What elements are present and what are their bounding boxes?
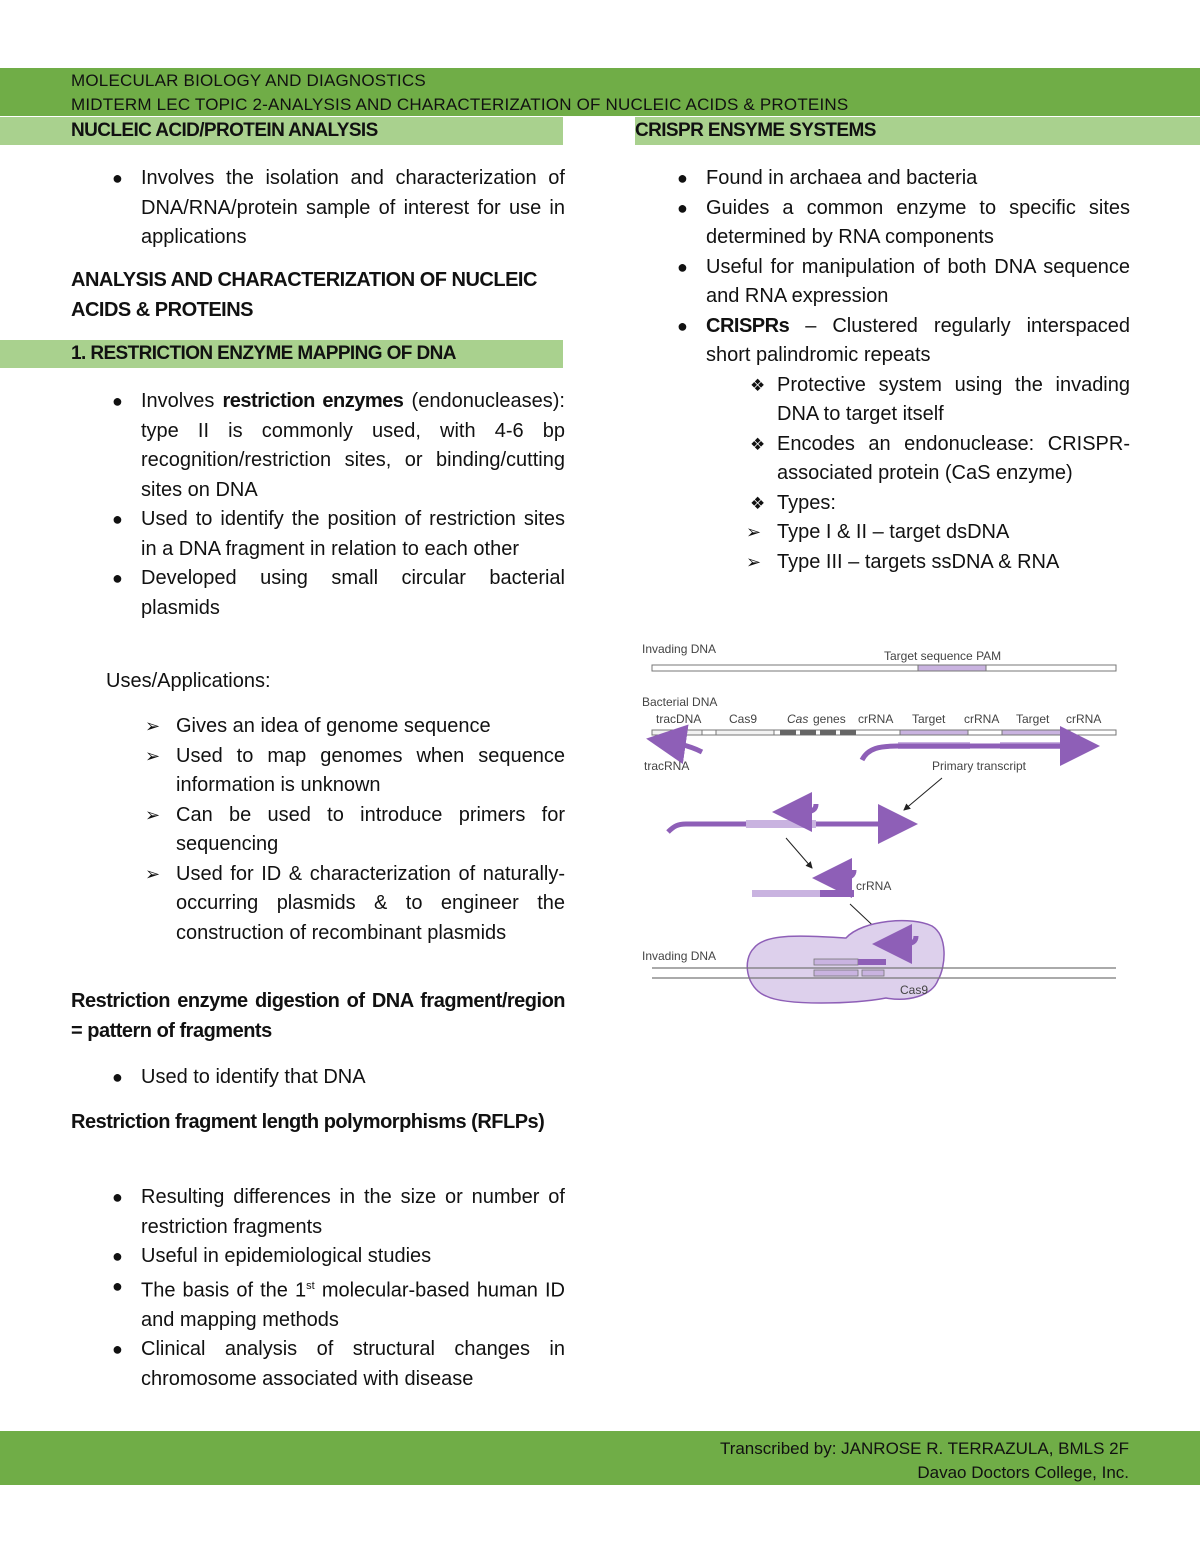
- digestion-list: [71, 1063, 565, 1093]
- list-item: [71, 742, 565, 801]
- arrow-bullet-icon: ➢: [145, 804, 161, 825]
- list-item: [71, 387, 565, 505]
- list-item: [71, 564, 565, 623]
- target-dna-segment: [862, 970, 884, 976]
- list-item-text: Used to map genomes when sequence information is unknown: [176, 744, 565, 796]
- target-label: Target: [912, 712, 946, 726]
- target-sequence-block: [918, 665, 986, 671]
- target-block: [900, 730, 968, 735]
- list-item: [71, 1242, 565, 1272]
- pointer-arrow: [904, 778, 942, 810]
- topic-title: MIDTERM LEC TOPIC 2-ANALYSIS AND CHARACTERIZATION OF NUCLEIC ACIDS & PROTEINS: [71, 95, 849, 114]
- bullet-text: Guides a common enzyme to specific sites determined by RNA components: [706, 196, 1130, 248]
- bullet-text: – Clustered regularly interspaced short palindromic repeats: [706, 314, 1130, 366]
- primary-transcript-label: Primary transcript: [932, 759, 1027, 773]
- crrna-bound-segment: [858, 959, 886, 965]
- bullet-icon: ●: [112, 1275, 123, 1296]
- bullet-text: Developed using small circular bacterial plasmids: [141, 567, 565, 619]
- bullet-text-post: molecular-based human ID and mapping methods: [141, 1279, 566, 1331]
- sub-list-item: [706, 430, 1130, 489]
- type-text: Type I & II – target dsDNA: [777, 521, 1010, 543]
- bullet-icon: ●: [112, 1067, 123, 1087]
- cas-gene-block: [780, 730, 796, 735]
- list-item: [71, 712, 565, 742]
- diamond-bullet-icon: ❖: [750, 434, 766, 454]
- bullet-icon: ●: [677, 168, 688, 188]
- bullet-text-bold: CRISPRs: [706, 314, 790, 337]
- list-item-text: Can be used to introduce primers for sequencing: [176, 803, 565, 855]
- bullet-text: Resulting differences in the size or number of restriction fragments: [141, 1186, 565, 1238]
- crrna-segment: [820, 890, 854, 897]
- uses-list: [71, 712, 565, 948]
- analysis-title: ANALYSIS AND CHARACTERIZATION OF NUCLEIC ACIDS & PROTEINS: [71, 269, 537, 321]
- rflp-heading: Restriction fragment length polymorphisms (RFLPs): [71, 1111, 545, 1133]
- bullet-icon: ●: [112, 568, 123, 588]
- sub-list-text: Types:: [777, 491, 836, 514]
- list-item: [71, 860, 565, 949]
- bullet-icon: ●: [677, 197, 688, 218]
- type-item: [636, 548, 1130, 578]
- target-label: Target: [1016, 712, 1050, 726]
- section-heading-text: 1. RESTRICTION ENZYME MAPPING OF DNA: [71, 343, 456, 364]
- crrna-segment: [752, 890, 820, 897]
- sub-list-item: [706, 371, 1130, 430]
- bullet-text-post: (endonucleases): type II is commonly used, with 4-6 bp recognition/restriction sites, or binding/cutting sites on DNA: [141, 390, 565, 501]
- sub-list-text: Encodes an endonuclease: CRISPR-associated protein (CaS enzyme): [777, 432, 1130, 484]
- arrow-bullet-icon: ➢: [145, 863, 161, 884]
- bacterial-dna-label: Bacterial DNA: [642, 695, 718, 709]
- tracrna-label: tracRNA: [644, 759, 690, 773]
- tracrna-arrow: [656, 740, 702, 752]
- bullet-text-pre: Involves: [141, 390, 215, 412]
- section-heading-text: CRISPR ENSYME SYSTEMS: [635, 120, 876, 141]
- arrow-bullet-icon: ➢: [746, 551, 762, 572]
- diamond-bullet-icon: ❖: [750, 375, 766, 395]
- target-pam-label: Target sequence PAM: [884, 649, 1002, 663]
- tracrna-arrow: [822, 870, 854, 878]
- crrna-bound-segment: [814, 959, 858, 965]
- rem-bullets: [71, 387, 565, 623]
- list-item: [636, 253, 1130, 312]
- list-item: [636, 194, 1130, 253]
- superscript: st: [306, 1279, 315, 1292]
- cas9-protein-label: Cas9: [900, 983, 929, 997]
- crispr-cas9-figure: [636, 636, 1126, 1016]
- bullet-text-bold: restriction enzymes: [222, 390, 404, 412]
- list-item-text: Gives an idea of genome sequence: [176, 715, 491, 737]
- transcriber-credit: Transcribed by: JANROSE R. TERRAZULA, BMLS 2F: [719, 1439, 1129, 1458]
- bullet-icon: ●: [677, 256, 688, 277]
- sub-list-text: Protective system using the invading DNA to target itself: [777, 373, 1130, 425]
- rflp-list: [71, 1183, 565, 1394]
- list-item: [71, 1335, 565, 1394]
- invading-dna-label: Invading DNA: [642, 642, 717, 656]
- crrna-label: crRNA: [964, 712, 1000, 726]
- cas-gene-block: [820, 730, 836, 735]
- bullet-text: Clinical analysis of structural changes in chromosome associated with disease: [141, 1338, 565, 1390]
- type-item: [636, 518, 1130, 548]
- bullet-text: Used to identify that DNA: [141, 1066, 366, 1088]
- type-text: Type III – targets ssDNA & RNA: [777, 550, 1060, 573]
- uses-label: Uses/Applications:: [106, 670, 271, 692]
- bullet-text: Involves the isolation and characterization of DNA/RNA/protein sample of interest for use in applications: [141, 167, 565, 248]
- pointer-arrow: [786, 838, 812, 868]
- bullet-text: Useful in epidemiological studies: [141, 1245, 432, 1267]
- school-name: Davao Doctors College, Inc.: [917, 1463, 1129, 1482]
- right-column: [636, 164, 1130, 577]
- list-item: [636, 312, 1130, 371]
- crrna-label: crRNA: [858, 712, 894, 726]
- arrow-bullet-icon: ➢: [145, 716, 161, 736]
- diamond-bullet-icon: ❖: [750, 493, 766, 513]
- arrow-bullet-icon: ➢: [746, 522, 762, 542]
- digestion-heading: Restriction enzyme digestion of DNA fragment/region = pattern of fragments: [71, 990, 565, 1042]
- crrna-label: crRNA: [1066, 712, 1102, 726]
- invading-dna-label-2: Invading DNA: [642, 949, 717, 963]
- list-item: [71, 505, 565, 564]
- bullet-text-pre: The basis of the 1: [141, 1279, 307, 1302]
- sub-list-item: [706, 489, 1130, 519]
- bullet-icon: ●: [677, 315, 688, 336]
- bullet-icon: ●: [112, 168, 123, 188]
- bullet-icon: ●: [112, 509, 123, 529]
- list-item: [71, 1063, 565, 1093]
- list-item: [71, 801, 565, 860]
- sub-list: [636, 371, 1130, 578]
- cas-genes-label: genes: [813, 712, 846, 726]
- bullet-text: Useful for manipulation of both DNA sequence and RNA expression: [706, 255, 1130, 307]
- tracdna-label: tracDNA: [656, 712, 702, 726]
- list-item-text: Used for ID & characterization of naturally-occurring plasmids & to engineer the construction of recombinant plasmids: [176, 862, 565, 944]
- arrow-bullet-icon: ➢: [145, 745, 161, 766]
- course-title: MOLECULAR BIOLOGY AND DIAGNOSTICS: [71, 71, 426, 90]
- list-item: [71, 1183, 565, 1242]
- tracdna-block: [652, 730, 702, 735]
- section-heading-crispr: [635, 117, 1200, 145]
- crrna-complex-label: crRNA: [856, 879, 892, 893]
- cas-genes-label-italic: Cas: [787, 712, 809, 726]
- list-item: [636, 164, 1130, 194]
- section-heading-rem: [0, 340, 563, 368]
- cas9-gene-label: Cas9: [729, 712, 758, 726]
- bullet-icon: ●: [112, 1246, 123, 1266]
- cas9-gene-block: [716, 730, 774, 735]
- transcript-target-segment: [746, 820, 816, 828]
- section-heading-nucleic-acid: [0, 117, 563, 145]
- target-block: [1002, 730, 1070, 735]
- invading-dna-strand: [652, 665, 1116, 671]
- target-dna-segment: [814, 970, 858, 976]
- list-item: [71, 1272, 565, 1336]
- cas-gene-block: [800, 730, 816, 735]
- left-column: [71, 164, 565, 253]
- bullet-icon: ●: [112, 1339, 123, 1360]
- bullet-icon: ●: [112, 1187, 123, 1207]
- bullet-icon: ●: [112, 391, 123, 411]
- tracrna-binding-arrow: [782, 804, 816, 812]
- bullet-text: Found in archaea and bacteria: [706, 167, 978, 189]
- primary-transcript-arrow: [862, 746, 1090, 760]
- section-heading-text: NUCLEIC ACID/PROTEIN ANALYSIS: [71, 120, 378, 141]
- bullet-text: Used to identify the position of restriction sites in a DNA fragment in relation to each other: [141, 508, 565, 560]
- list-item: [71, 164, 565, 253]
- cas-gene-block: [840, 730, 856, 735]
